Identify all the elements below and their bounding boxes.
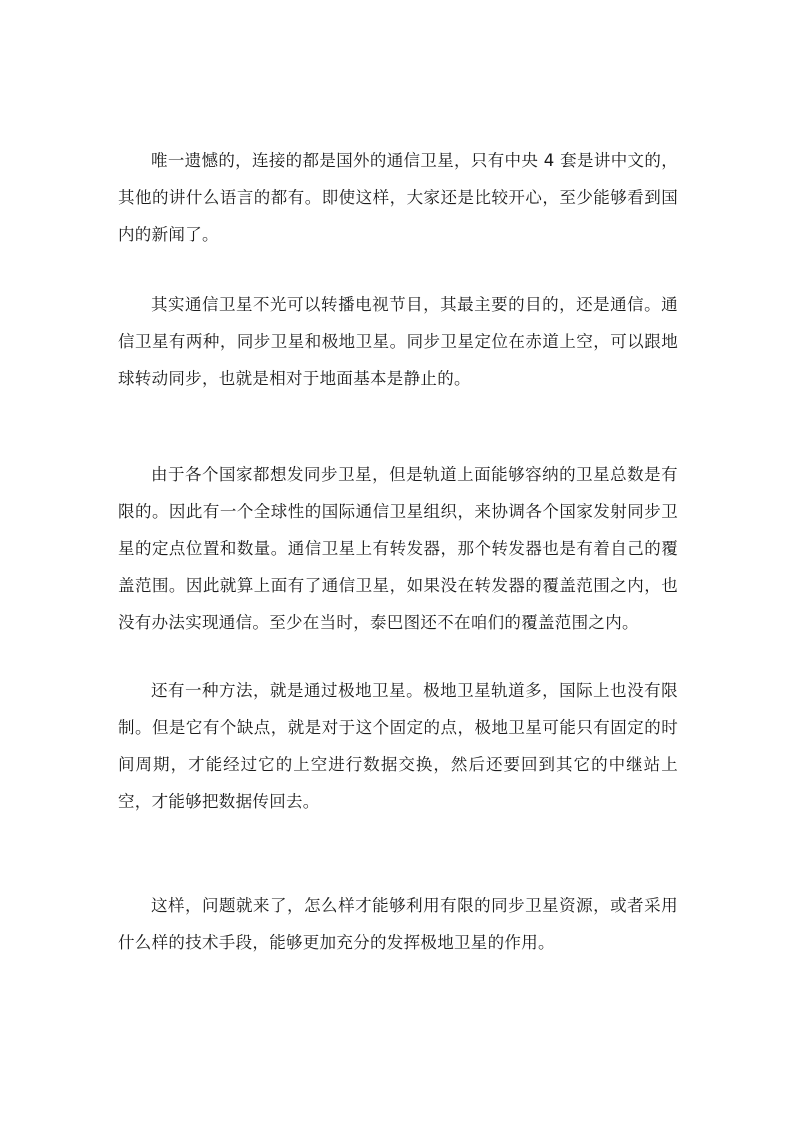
paragraph-5: 这样，问题就来了，怎么样才能够利用有限的同步卫星资源，或者采用什么样的技术手段，能够更加充分的发挥极地卫星的作用。 bbox=[118, 896, 678, 952]
paragraph-3: 由于各个国家都想发同步卫星，但是轨道上面能够容纳的卫星总数是有限的。因此有一个全球性的国际通信卫星组织，来协调各个国家发射同步卫星的定点位置和数量。通信卫星上有转发器，那个转发器也是有着自己的覆盖范围。因此就算上面有了通信卫星，如果没在转发器的覆盖范围之内，也没有办法实现通信。至少在当时，泰巴图还不在咱们的覆盖范围之内。 bbox=[118, 465, 678, 632]
paragraph-4: 还有一种方法，就是通过极地卫星。极地卫星轨道多，国际上也没有限制。但是它有个缺点，就是对于这个固定的点，极地卫星可能只有固定的时间周期，才能经过它的上空进行数据交换，然后还要回到其它的中继站上空，才能够把数据传回去。 bbox=[118, 681, 678, 811]
paragraph-1: 唯一遗憾的，连接的都是国外的通信卫星，只有中央 4 套是讲中文的，其他的讲什么语言的都有。即使这样，大家还是比较开心，至少能够看到国内的新闻了。 bbox=[118, 151, 678, 244]
paragraph-2: 其实通信卫星不光可以转播电视节目，其最主要的目的，还是通信。通信卫星有两种，同步卫星和极地卫星。同步卫星定位在赤道上空，可以跟地球转动同步，也就是相对于地面基本是静止的。 bbox=[118, 295, 678, 388]
